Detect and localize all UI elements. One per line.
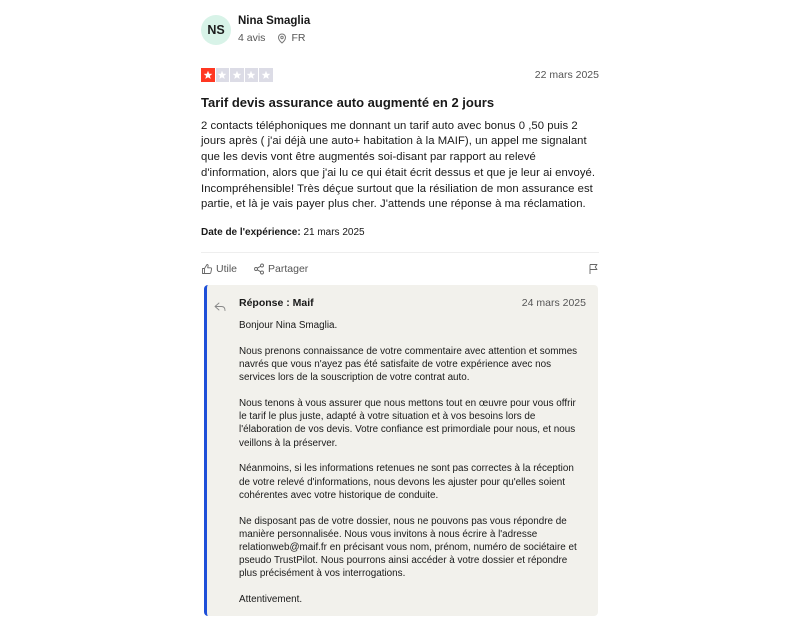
reviewer-name[interactable]: Nina Smaglia [238,15,311,27]
reply-title: Réponse : Maif [239,297,314,309]
reviews-count: 4 avis [238,32,266,44]
thumbs-up-icon [201,263,213,275]
review-body: 2 contacts téléphoniques me donnant un tarif auto avec bonus 0 ,50 puis 2 jours après ( j'ai déjà une auto+ habitation à la MAIF), un appel me signalant que les devis vont être augmentés soi-disant par rapport au relevé d'information, alors que j'ai lu ce qui était écrit dessus et que je leur ai envoyé. Incompréhensible! Très déçue surtout que la résiliation de mon assurance est partie, et là je vais payer plus cher. J'attends une réponse à ma réclamation. [201,119,596,211]
share-icon [253,263,265,275]
star-icon [230,68,244,82]
star-icon [216,68,230,82]
reply-body [239,319,581,619]
company-reply [204,285,598,616]
star-icon [245,68,259,82]
avatar[interactable]: NS [201,15,231,45]
star-rating [201,68,273,82]
experience-date-value: 21 mars 2025 [303,227,365,239]
flag-button[interactable] [588,263,599,275]
flag-icon [588,263,599,275]
useful-button[interactable] [201,263,237,275]
reply-paragraph: Néanmoins, si les informations retenues ne sont pas correctes à la réception de votre relevé d'informations, nous devons les ajuster pour qu'elles soient cohérentes avec votre historique de conduite. [239,463,574,501]
experience-label: Date de l'expérience: [201,227,301,239]
reviewer-info [238,14,310,45]
review-actions [201,263,599,275]
reply-paragraph: Bonjour Nina Smaglia. [239,320,338,331]
divider [201,252,599,253]
reviewer-meta [238,31,310,45]
reply-arrow-icon [214,299,226,317]
review-card [201,14,599,275]
star-icon [259,68,273,82]
location-pin-icon [277,33,287,44]
review-date: 22 mars 2025 [534,68,599,81]
review-title[interactable]: Tarif devis assurance auto augmenté en 2 jours [201,94,495,110]
rating-row [201,68,599,82]
share-button[interactable] [253,263,308,275]
reply-header [239,297,586,309]
reply-date: 24 mars 2025 [521,297,586,309]
useful-label: Utile [216,263,238,276]
reply-paragraph: Attentivement. [239,594,303,606]
reply-paragraph: Nous tenons à vous assurer que nous mettons tout en œuvre pour vous offrir le tarif le plus juste, adapté à votre situation et à vos besoins lors de l'élaboration de vos devis. Votre confiance est primordiale pour nous, et nous veillons à la préserver. [239,398,576,449]
experience-date [201,227,599,238]
share-label: Partager [268,263,309,276]
reviewer-header [201,14,599,45]
reply-paragraph: Nous prenons connaissance de votre commentaire avec attention et sommes navrés que vous n'ayez pas été satisfaite de votre expérience avec nos services lors de la souscription de votre contrat auto. [239,345,578,384]
reviewer-country: FR [291,32,306,44]
star-icon [201,68,215,82]
reply-paragraph: Ne disposant pas de votre dossier, nous ne pouvons pas vous répondre de manière personnalisée. Nous vous invitons à nous écrire à l'adresse relationweb@maif.fr en précisant vous nom, prénom, numéro de sociétaire et pseudo TrustPilot. Nous pourrons ainsi accéder à votre dossier et répondre plus précisément à vos interrogations. [239,515,577,580]
